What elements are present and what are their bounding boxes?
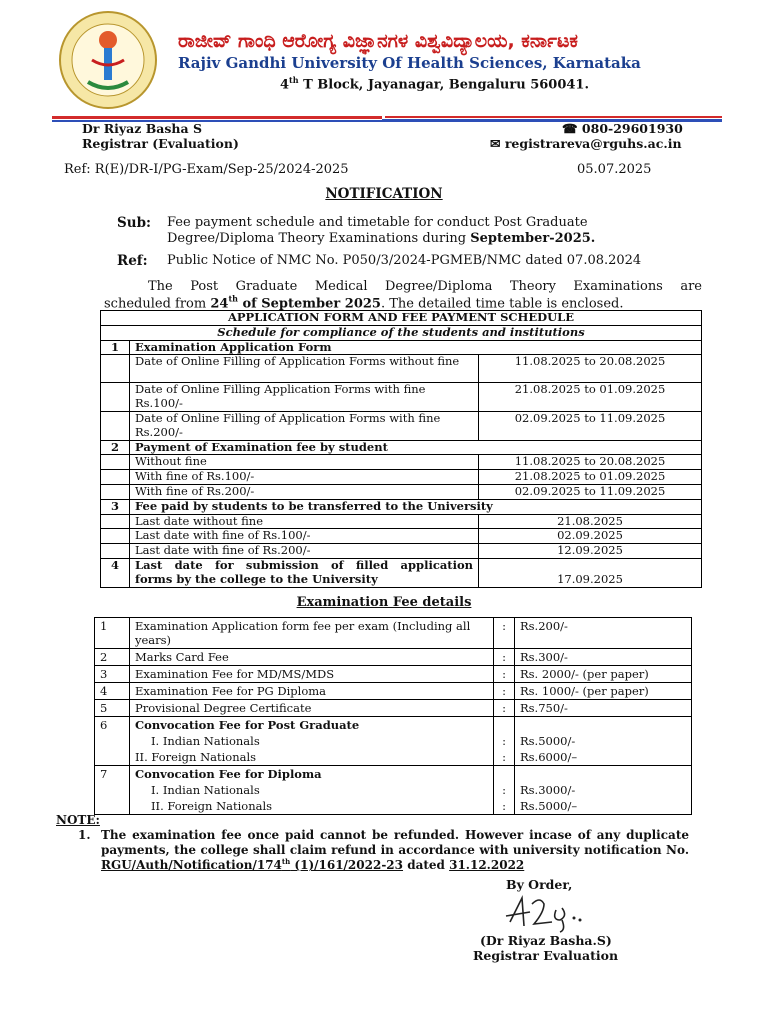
table-row: 1 Examination Application form fee per exam (Including all years) : Rs.200/- <box>95 618 692 649</box>
university-name-kannada: ರಾಜೀವ್ ಗಾಂಧಿ ಆರೋಗ್ಯ ವಿಜ್ಞಾನಗಳ ವಿಶ್ವವಿದ್ಯಾಲಯ, ಕರ್ನಾಟಕ <box>178 30 578 52</box>
subject-line-1: Fee payment schedule and timetable for conduct Post Graduate <box>167 215 588 230</box>
ref-label: Ref: <box>117 253 148 269</box>
university-logo <box>58 10 158 110</box>
signature <box>500 890 590 936</box>
header-divider-red-right <box>385 116 722 118</box>
table-row: 3 Examination Fee for MD/MS/MDS : Rs. 2000/- (per paper) <box>95 666 692 683</box>
table-row: 3 Fee paid by students to be transferred to the University <box>101 499 702 514</box>
fee-schedule-table <box>100 310 702 588</box>
ref-text: Public Notice of NMC No. P050/3/2024-PGMEB/NMC dated 07.08.2024 <box>167 253 642 268</box>
table-row: Without fine 11.08.2025 to 20.08.2025 <box>101 455 702 470</box>
table-row: 7 Convocation Fee for Diploma I. Indian Nationals II. Foreign Nationals : : Rs.3000/- Rs.5000/– <box>95 766 692 815</box>
sender-designation: Registrar (Evaluation) <box>82 136 239 151</box>
schedule-heading: APPLICATION FORM AND FEE PAYMENT SCHEDULE <box>101 311 702 326</box>
fee-details-heading: Examination Fee details <box>296 595 472 610</box>
exam-fee-table <box>94 617 692 815</box>
table-row: With fine of Rs.100/- 21.08.2025 to 01.09.2025 <box>101 470 702 485</box>
university-address: 4th T Block, Jayanagar, Bengaluru 560041. <box>280 75 589 93</box>
note-line-3: RGU/Auth/Notification/174th (1)/161/2022-23 dated 31.12.2022 <box>101 857 525 872</box>
notification-title: NOTIFICATION <box>325 186 443 202</box>
table-row: Last date without fine 21.08.2025 <box>101 514 702 529</box>
table-row: 4 Examination Fee for PG Diploma : Rs. 1000/- (per paper) <box>95 683 692 700</box>
body-line-1: The Post Graduate Medical Degree/Diploma Theory Examinations are <box>148 279 702 294</box>
table-row: 6 Convocation Fee for Post Graduate I. Indian Nationals II. Foreign Nationals : : Rs.5000/- Rs.6000/– <box>95 717 692 766</box>
table-row: 4 Last date for submission of filled application forms by the college to the University 17.09.2025 <box>101 558 702 587</box>
table-row: Last date with fine of Rs.200/- 12.09.2025 <box>101 544 702 559</box>
table-row: 2 Marks Card Fee : Rs.300/- <box>95 649 692 666</box>
reference-number: Ref: R(E)/DR-I/PG-Exam/Sep-25/2024-2025 <box>64 162 349 177</box>
note-line-1: The examination fee once paid cannot be refunded. However incase of any duplicate <box>101 828 689 842</box>
sender-phone: ☎ 080-29601930 <box>562 121 683 136</box>
sender-name: Dr Riyaz Basha S <box>82 121 202 136</box>
by-order: By Order, <box>506 877 573 892</box>
body-line-2: scheduled from 24th of September 2025. The detailed time table is enclosed. <box>104 294 624 312</box>
sender-email: ✉ registrareva@rguhs.ac.in <box>490 136 682 151</box>
note-label: NOTE: <box>56 813 100 827</box>
subject-label: Sub: <box>117 215 151 231</box>
university-name-english: Rajiv Gandhi University Of Health Sciences, Karnataka <box>178 54 641 72</box>
table-row: Date of Online Filling Application Forms with fine Rs.100/- 21.08.2025 to 01.09.2025 <box>101 383 702 412</box>
table-row: Date of Online Filling of Application Forms with fine Rs.200/- 02.09.2025 to 11.09.2025 <box>101 411 702 440</box>
note-number: 1. <box>78 828 91 842</box>
schedule-subheading: Schedule for compliance of the students and institutions <box>101 325 702 340</box>
note-line-2: payments, the college shall claim refund in accordance with university notification No. <box>101 843 689 857</box>
notification-date: 05.07.2025 <box>577 162 652 177</box>
table-row: 5 Provisional Degree Certificate : Rs.750/- <box>95 700 692 717</box>
signatory-designation: Registrar Evaluation <box>473 948 619 963</box>
table-row: 2 Payment of Examination fee by student <box>101 440 702 455</box>
signatory-name: (Dr Riyaz Basha.S) <box>480 933 612 948</box>
table-row: Date of Online Filling of Application Forms without fine 11.08.2025 to 20.08.2025 <box>101 355 702 383</box>
subject-line-2: Degree/Diploma Theory Examinations during September-2025. <box>167 231 596 246</box>
table-row: Last date with fine of Rs.100/- 02.09.2025 <box>101 529 702 544</box>
header-divider-red <box>52 116 382 119</box>
table-row: With fine of Rs.200/- 02.09.2025 to 11.09.2025 <box>101 484 702 499</box>
table-row: 1 Examination Application Form <box>101 340 702 355</box>
